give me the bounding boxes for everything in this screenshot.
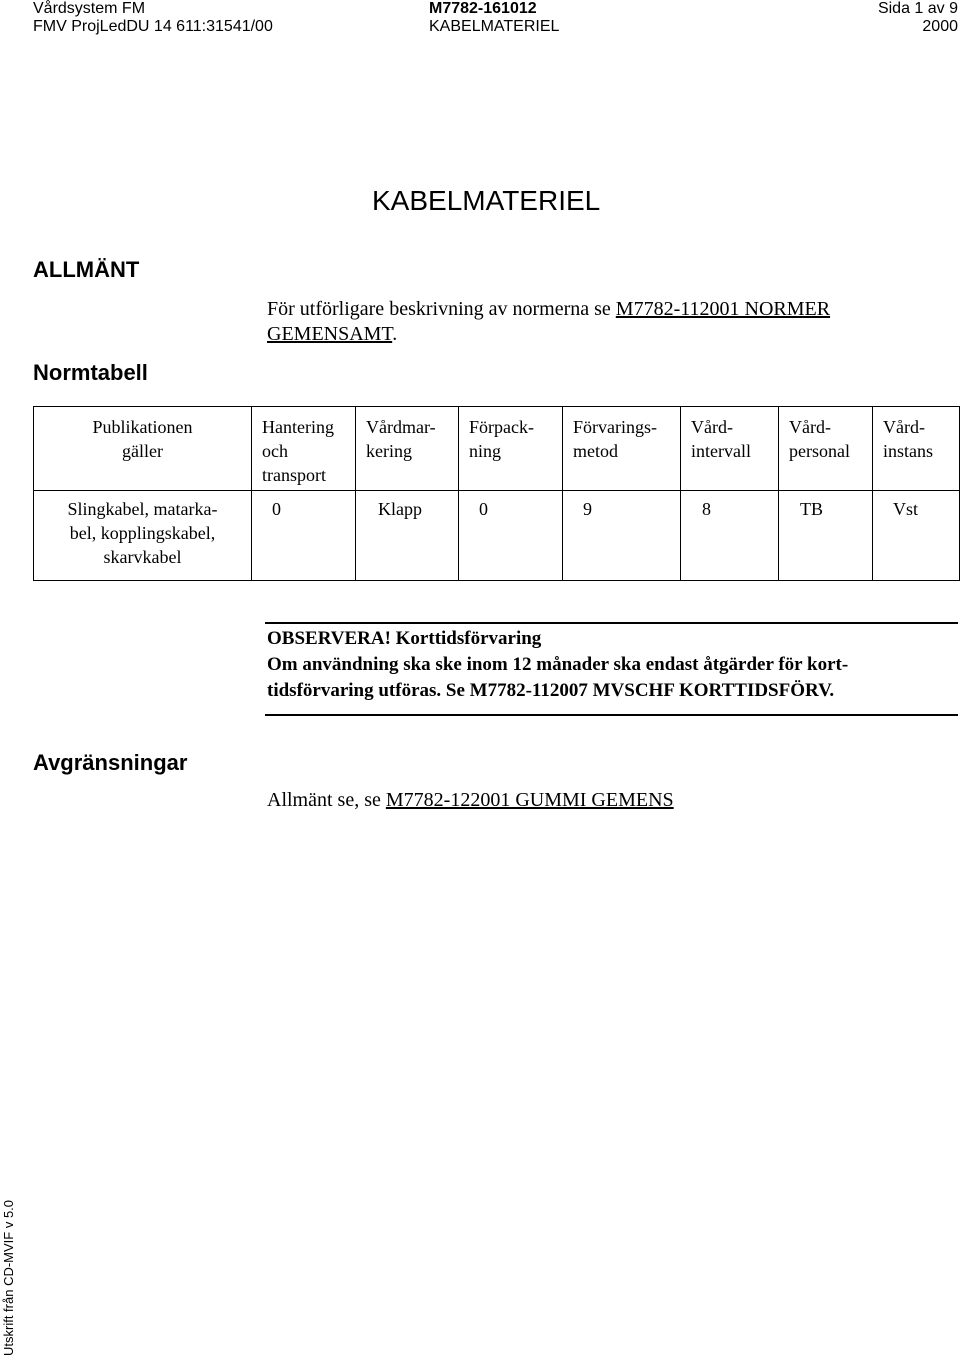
table-header-row [34,407,960,491]
row-label: Slingkabel, matarka- bel, kopplingskabel, skarvkabel [34,491,252,581]
avgransningar-text: Allmänt se, se [267,789,386,811]
header-year: 2000 [922,18,958,35]
header-vardintervall: Vård- intervall [681,407,779,491]
header-vardpersonal: Vård- personal [779,407,873,491]
gummi-gemens-link[interactable]: M7782-122001 GUMMI GEMENS [385,789,674,811]
intro-paragraph [267,297,830,347]
avgransningar-paragraph [267,788,674,813]
value-forvaringsmetod: 9 [563,491,681,581]
page-title: KABELMATERIEL [372,185,601,216]
value-forpackning: 0 [459,491,563,581]
note-rule-bottom [265,714,958,716]
header-hantering: Hantering och transport [252,407,356,491]
value-hantering: 0 [252,491,356,581]
intro-suffix: . [392,323,398,345]
header-forpackning: Förpack- ning [459,407,563,491]
header-doc-number: M7782-161012 [429,0,537,17]
header-page-count: Sida 1 av 9 [877,0,958,17]
section-allmant: ALLMÄNT [33,257,140,282]
header-project: FMV ProjLedDU 14 611:31541/00 [33,18,273,35]
gemensamt-link[interactable]: GEMENSAMT [267,323,393,345]
note-heading: OBSERVERA! Korttidsförvaring [267,628,542,649]
print-source-label: Utskrift från CD-MVIF v 5.0 [1,1199,16,1356]
norm-table [33,406,960,581]
header-vardmarkering: Vårdmar- kering [356,407,459,491]
note-block [267,626,848,704]
section-normtabell: Normtabell [33,360,148,385]
value-vardpersonal: TB [779,491,873,581]
section-avgransningar: Avgränsningar [33,750,188,775]
note-rule-top [265,622,958,624]
value-vardintervall: 8 [681,491,779,581]
header-publication: Publikationen gäller [34,407,252,491]
header-forvaringsmetod: Förvarings- metod [563,407,681,491]
header-system: Vårdsystem FM [33,0,146,17]
normer-link[interactable]: M7782-112001 NORMER [615,298,831,320]
value-vardinstans: Vst [873,491,960,581]
intro-text: För utförligare beskrivning av normerna se [267,298,616,320]
header-doc-title: KABELMATERIEL [429,18,560,35]
note-line-3: tidsförvaring utföras. Se M7782-112007 MVSCHF KORTTIDSFÖRV. [267,680,835,701]
header-vardinstans: Vård- instans [873,407,960,491]
table-row [34,491,960,581]
note-line-2: Om användning ska ske inom 12 månader ska endast åtgärder för kort- [267,654,849,675]
note-reference: M7782-112007 MVSCHF KORTTIDSFÖRV. [469,680,835,701]
value-vardmarkering: Klapp [356,491,459,581]
